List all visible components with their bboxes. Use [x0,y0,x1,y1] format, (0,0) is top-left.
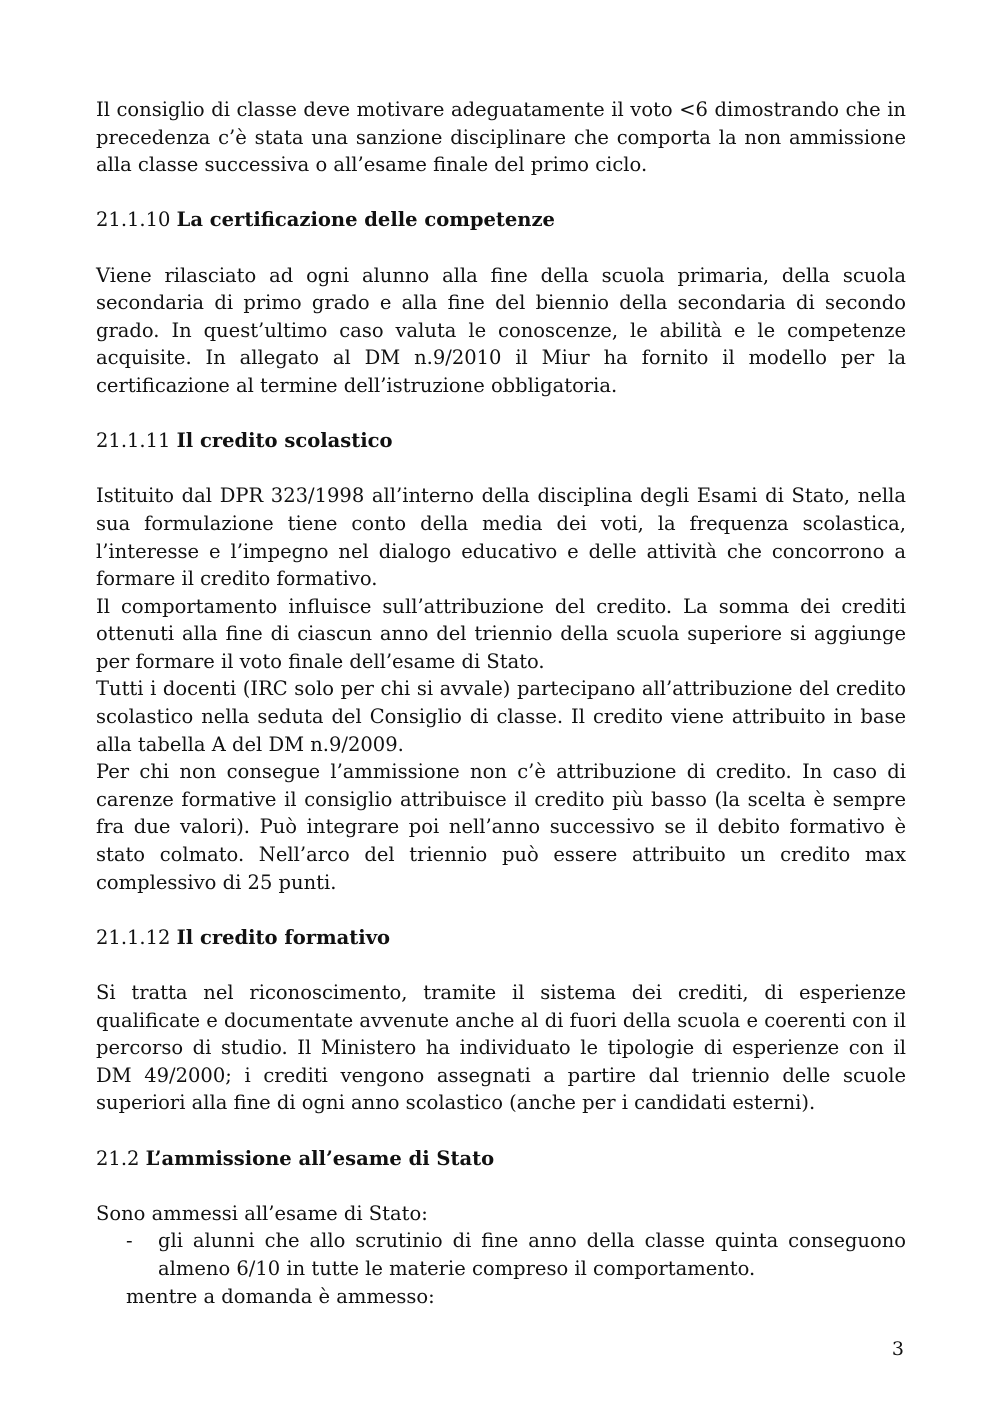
spacer [96,1117,906,1145]
body-paragraph: Si tratta nel riconoscimento, tramite il sistema dei crediti, di esperienze qualificate e documentate avvenute anche al di fuori della scuola e coerenti con il percorso di studio. Il Ministero ha individuato le tipologie di esperienze con il DM 49/2000; i crediti vengono assegnati a partire dal triennio delle scuole superiori alla fine di ogni anno scolastico (anche per i candidati esterni). [96,981,907,1115]
bullet-text: gli alunni che allo scrutinio di fine anno della classe quinta conseguono almeno 6/10 in tutte le materie compreso il comportamento. [158,1229,906,1280]
section-number: 21.1.11 [96,429,171,453]
body-paragraph: Il comportamento influisce sull’attribuzione del credito. La somma dei crediti ottenuti alla fine di ciascun anno del triennio della scuola superiore si aggiunge per formare il voto finale dell’esame di Stato. [96,594,906,673]
section-title: Il credito scolastico [176,429,393,453]
section-title: La certificazione delle competenze [176,208,555,232]
body-paragraph: Tutti i docenti (IRC solo per chi si avvale) partecipano all’attribuzione del credito scolastico nella seduta del Consiglio di classe. Il credito viene attribuito in base alla tabella A del DM n.9/2009. [96,677,906,756]
body-paragraph: Istituito dal DPR 323/1998 all’interno della disciplina degli Esami di Stato, nella sua formulazione tiene conto della media dei voti, la frequenza scolastica, l’interesse e l’impegno nel dialogo educativo e delle attività che concorrono a formare il credito formativo. [96,484,906,591]
section-number: 21.1.10 [96,208,171,232]
spacer [96,400,906,428]
section-heading-21-1-10 [96,206,906,234]
section-heading-21-1-12 [96,924,906,952]
page-number: 3 [891,1338,904,1360]
spacer [96,951,906,979]
spacer [96,455,906,483]
list-intro: Sono ammessi all’esame di Stato: [96,1201,428,1225]
section-heading-21-1-11 [96,427,906,455]
intro-paragraph: Il consiglio di classe deve motivare adeguatamente il voto <6 dimostrando che in precedenza c’è stata una sanzione disciplinare che comporta la non ammissione alla classe successiva o all’esame finale del primo ciclo. [96,98,906,177]
body-paragraph: Viene rilasciato ad ogni alunno alla fine della scuola primaria, della scuola secondaria di primo grado e alla fine del biennio della secondaria di secondo grado. In quest’ultimo caso valuta le conoscenze, le abilità e le competenze acquisite. In allegato al DM n.9/2010 il Miur ha fornito il modello per la certificazione al termine dell’istruzione obbligatoria. [96,263,906,397]
list-item [126,1227,906,1282]
section-title: Il credito formativo [176,925,391,949]
body-paragraph: Per chi non consegue l’ammissione non c’è attribuzione di credito. In caso di carenze formative il consiglio attribuisce il credito più basso (la scelta è sempre fra due valori). Può integrare poi nell’anno successivo se il debito formativo è stato colmato. Nell’arco del triennio può essere attribuito un credito max complessivo di 25 punti. [96,760,906,894]
bullet-marker: - [126,1229,133,1253]
spacer [96,179,906,207]
section-number: 21.1.12 [96,925,171,949]
list-followup: mentre a domanda è ammesso: [126,1284,435,1308]
section-number: 21.2 [96,1146,140,1170]
spacer [96,1172,906,1200]
document-page [96,96,906,1310]
section-heading-21-2 [96,1145,906,1173]
spacer [96,234,906,262]
spacer [96,896,906,924]
section-title: L’ammissione all’esame di Stato [145,1146,495,1170]
